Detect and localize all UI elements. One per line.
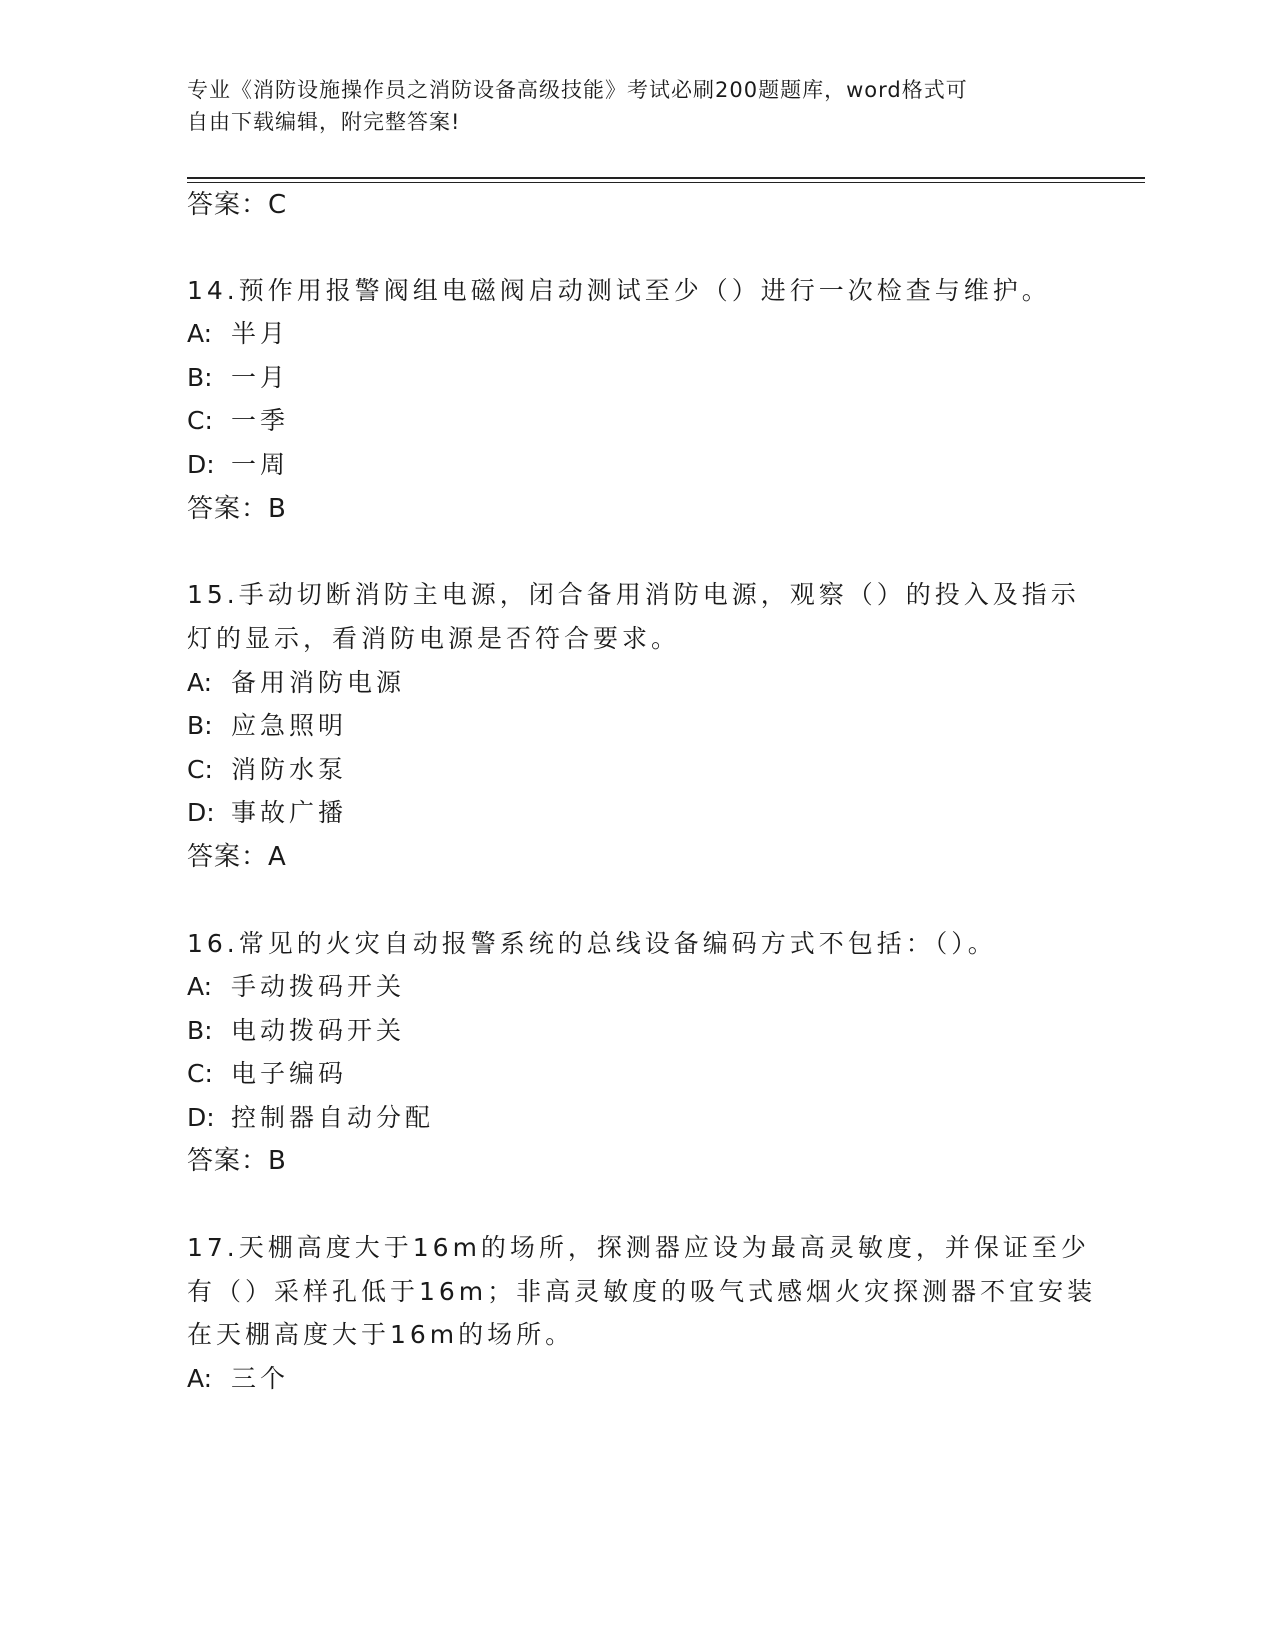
option-text: 控制器自动分配 [231, 1103, 435, 1132]
option-a [187, 971, 405, 1003]
option-key: C: [187, 755, 213, 784]
option-key: D: [187, 798, 215, 827]
header-divider [187, 177, 1145, 179]
option-d [187, 1102, 434, 1134]
header-line-2: 自由下载编辑，附完整答案! [187, 110, 461, 134]
option-text: 电动拨码开关 [231, 1016, 406, 1045]
document-header [187, 74, 1087, 138]
option-text: 备用消防电源 [231, 668, 406, 697]
option-key: A: [187, 668, 213, 697]
question-text: 17.天棚高度大于16m的场所，探测器应设为最高灵敏度，并保证至少 [187, 1233, 1090, 1262]
option-b [187, 710, 347, 742]
option-c [187, 754, 347, 786]
answer-value: C [268, 190, 288, 220]
option-d [187, 449, 289, 481]
option-b [187, 1015, 405, 1047]
option-c [187, 1058, 347, 1090]
option-a [187, 1363, 289, 1395]
answer-line [187, 189, 287, 221]
option-a [187, 667, 405, 699]
question-text: 16.常见的火灾自动报警系统的总线设备编码方式不包括：（）。 [187, 929, 997, 958]
option-key: A: [187, 972, 213, 1001]
option-text: 消防水泵 [231, 755, 348, 784]
answer-value: A [268, 842, 287, 872]
option-d [187, 797, 347, 829]
option-key: D: [187, 1103, 215, 1132]
header-line-1: 专业《消防设施操作员之消防设备高级技能》考试必刷200题题库，word格式可 [187, 78, 968, 102]
option-key: B: [187, 711, 213, 740]
option-text: 事故广播 [231, 798, 348, 827]
answer-value: B [268, 494, 287, 524]
option-key: D: [187, 450, 215, 479]
option-b [187, 362, 289, 394]
option-c [187, 405, 289, 437]
option-key: A: [187, 319, 213, 348]
option-text: 一季 [231, 406, 290, 435]
option-key: C: [187, 406, 213, 435]
question-text: 在天棚高度大于16m的场所。 [187, 1320, 575, 1349]
answer-line [187, 841, 287, 873]
question-text: 14.预作用报警阀组电磁阀启动测试至少（）进行一次检查与维护。 [187, 276, 1051, 305]
answer-label: 答案： [187, 494, 269, 524]
option-key: B: [187, 1016, 213, 1045]
answer-label: 答案： [187, 190, 269, 220]
option-text: 三个 [231, 1364, 290, 1393]
question-text: 灯的显示，看消防电源是否符合要求。 [187, 624, 681, 653]
question-text: 15.手动切断消防主电源，闭合备用消防电源，观察（）的投入及指示 [187, 580, 1080, 609]
option-text: 手动拨码开关 [231, 972, 406, 1001]
option-text: 应急照明 [231, 711, 348, 740]
answer-label: 答案： [187, 1146, 269, 1176]
question-text: 有（）采样孔低于16m；非高灵敏度的吸气式感烟火灾探测器不宜安装 [187, 1277, 1097, 1306]
answer-line [187, 493, 287, 525]
option-key: B: [187, 363, 213, 392]
option-a [187, 318, 289, 350]
option-text: 一月 [231, 363, 290, 392]
option-text: 电子编码 [231, 1059, 348, 1088]
option-key: C: [187, 1059, 213, 1088]
option-key: A: [187, 1364, 213, 1393]
option-text: 半月 [231, 319, 290, 348]
option-text: 一周 [231, 450, 290, 479]
header-divider-thin [187, 182, 1145, 183]
answer-label: 答案： [187, 842, 269, 872]
answer-value: B [268, 1146, 287, 1176]
answer-line [187, 1145, 287, 1177]
